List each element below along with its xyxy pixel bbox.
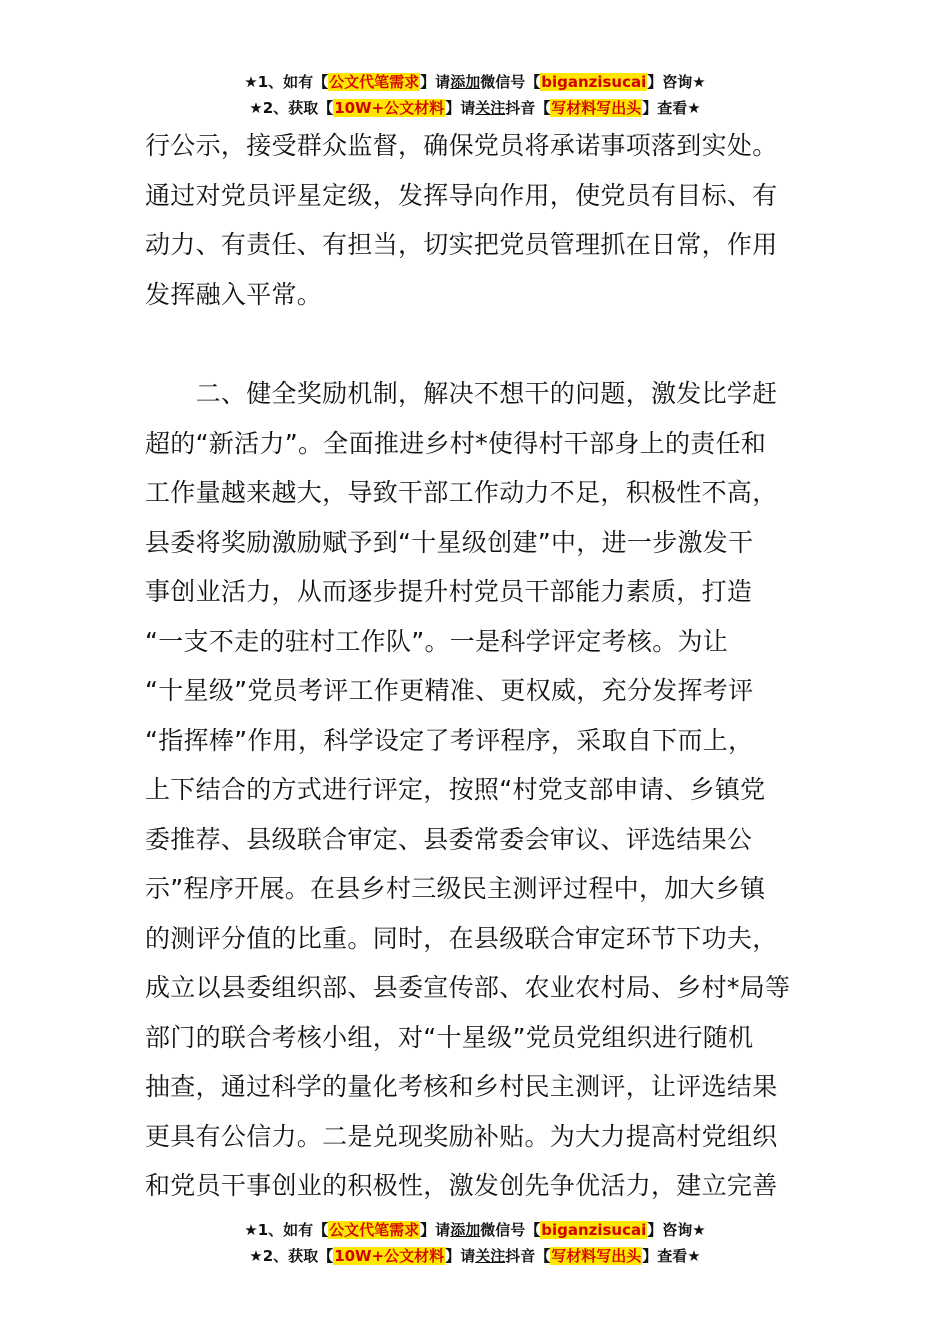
text-line: 县委将奖励激励赋予到“十星级创建”中，进一步激发干 [145, 527, 754, 557]
highlight-service: 公文代笔需求 [329, 1221, 420, 1239]
banner-text: 抖音【 [505, 1247, 551, 1265]
highlight-douyin-account: 写材料写出头 [551, 99, 642, 117]
banner-text: ★1、如有【 [244, 73, 329, 91]
highlight-wechat-id: biganzisucai [541, 73, 647, 91]
text-line: 部门的联合考核小组，对“十星级”党员党组织进行随机 [145, 1022, 754, 1052]
banner-text: 】请 [445, 99, 476, 117]
text-line: 发挥融入平常。 [145, 279, 323, 309]
banner-text: 微信号【 [480, 73, 541, 91]
highlight-materials: 10W+公文材料 [334, 1247, 445, 1265]
highlight-wechat-id: biganzisucai [541, 1221, 647, 1239]
footer-banner [0, 1217, 950, 1269]
banner-text: 】请 [445, 1247, 476, 1265]
banner-line-1 [0, 1217, 950, 1243]
banner-line-1 [0, 69, 950, 95]
text-line: 工作量越来越大，导致干部工作动力不足，积极性不高， [145, 478, 778, 507]
text-line: 更具有公信力。二是兑现奖励补贴。为大力提高村党组织 [145, 1121, 778, 1151]
banner-text: 】请 [420, 73, 451, 91]
text-line: 动力、有责任、有担当，切实把党员管理抓在日常，作用 [145, 230, 778, 259]
banner-text: ★2、获取【 [249, 1247, 334, 1265]
text-line: 委推荐、县级联合审定、县委常委会审议、评选结果公 [145, 824, 753, 854]
highlight-materials: 10W+公文材料 [334, 99, 445, 117]
banner-text: 】请 [420, 1221, 451, 1239]
text-line: 的测评分值的比重。同时，在县级联合审定环节下功夫， [145, 923, 778, 953]
text-line: 二、健全奖励机制，解决不想干的问题，激发比学赶 [145, 379, 778, 408]
text-line: 示”程序开展。在县乡村三级民主测评过程中，加大乡镇 [145, 874, 766, 903]
paragraph-section-two [145, 369, 807, 1211]
banner-line-2 [0, 95, 950, 121]
banner-text: ★2、获取【 [249, 99, 334, 117]
text-line: 和党员干事创业的积极性，激发创先争优活力，建立完善 [145, 1171, 778, 1200]
banner-text: 】咨询★ [647, 1221, 706, 1239]
text-line: 超的“新活力”。全面推进乡村*使得村干部身上的责任和 [145, 428, 767, 458]
banner-text: 】查看★ [642, 99, 701, 117]
banner-text: 微信号【 [480, 1221, 541, 1239]
highlight-douyin-account: 写材料写出头 [551, 1247, 642, 1265]
underlined-add: 添加 [450, 73, 481, 91]
text-line: 事创业活力，从而逐步提升村党员干部能力素质，打造 [145, 577, 753, 606]
text-line: “十星级”党员考评工作更精准、更权威，充分发挥考评 [145, 676, 754, 705]
paragraph-continuation [145, 121, 807, 319]
header-banner [0, 69, 950, 121]
underlined-follow: 关注 [475, 99, 506, 117]
text-line: 行公示，接受群众监督，确保党员将承诺事项落到实处。 [145, 131, 778, 160]
text-line: 通过对党员评星定级，发挥导向作用，使党员有目标、有 [145, 180, 778, 210]
underlined-add: 添加 [450, 1221, 481, 1239]
underlined-follow: 关注 [475, 1247, 506, 1265]
text-line: 抽查，通过科学的量化考核和乡村民主测评，让评选结果 [145, 1072, 778, 1101]
text-line: 成立以县委组织部、县委宣传部、农业农村局、乡村*局等 [145, 973, 791, 1002]
highlight-service: 公文代笔需求 [329, 73, 420, 91]
text-line: “一支不走的驻村工作队”。一是科学评定考核。为让 [145, 626, 729, 656]
banner-text: ★1、如有【 [244, 1221, 329, 1239]
text-line: 上下结合的方式进行评定，按照“村党支部申请、乡镇党 [145, 775, 766, 804]
text-line: “指挥棒”作用，科学设定了考评程序，采取自下而上， [145, 725, 754, 755]
banner-text: 抖音【 [505, 99, 551, 117]
banner-text: 】咨询★ [647, 73, 706, 91]
banner-text: 】查看★ [642, 1247, 701, 1265]
banner-line-2 [0, 1243, 950, 1269]
